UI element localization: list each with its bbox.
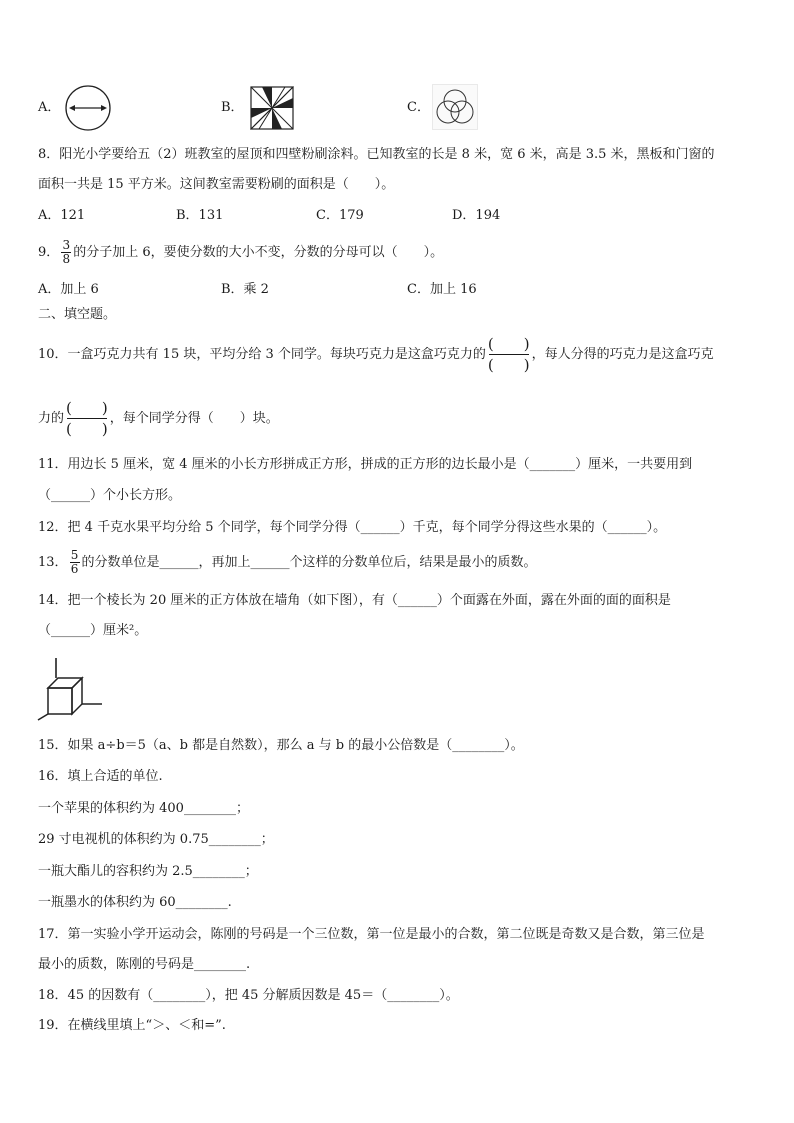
question-17-line-2: 最小的质数，陈刚的号码是________. <box>38 957 251 972</box>
blank-fraction-top: ( ) <box>487 335 530 353</box>
cube-in-corner-figure <box>36 656 106 722</box>
question-10-line-2 <box>38 396 279 442</box>
question-17-line-1: 17．第一实验小学开运动会，陈刚的号码是一个三位数，第一位是最小的合数，第二位既是奇数又是合数，第三位是 <box>38 927 705 942</box>
triquetra-figure <box>432 84 478 130</box>
q8-option-a: A．121 <box>38 208 86 223</box>
blank-fraction-2 <box>66 398 108 439</box>
fraction-denominator: 6 <box>70 562 79 576</box>
question-13-number: 13． <box>38 555 68 570</box>
question-13 <box>38 546 537 580</box>
question-10-text-3: 力的 <box>38 411 65 426</box>
fraction-denominator: 8 <box>62 252 71 266</box>
q8-option-c: C．179 <box>316 208 364 223</box>
question-19: 19．在横线里填上“＞、＜和=”. <box>38 1018 226 1033</box>
option-a-label: A． <box>38 100 61 115</box>
q9-option-b: B．乘 2 <box>221 282 269 297</box>
question-8-line-1: 8．阳光小学要给五（2）班教室的屋顶和四壁粉刷涂料。已知教室的长是 8 米，宽 6 米，高是 3.5 米，黑板和门窗的 <box>38 147 715 162</box>
option-b-label: B． <box>221 100 244 115</box>
question-16-item: 29 寸电视机的体积约为 0.75________； <box>38 832 274 847</box>
fraction-5-6 <box>70 549 80 576</box>
q9-option-a: A．加上 6 <box>38 282 99 297</box>
question-16-title: 16．填上合适的单位. <box>38 769 163 784</box>
question-15: 15．如果 a÷b＝5（a、b 都是自然数），那么 a 与 b 的最小公倍数是（________）。 <box>38 738 524 753</box>
question-14-line-2: （______）厘米²。 <box>38 623 148 638</box>
blank-fraction-bottom: ( ) <box>487 356 530 374</box>
question-9 <box>38 236 443 270</box>
question-14-line-1: 14．把一个棱长为 20 厘米的正方体放在墙角（如下图），有（______）个面露在外面，露在外面的面的面积是 <box>38 593 671 608</box>
question-16-item: 一个苹果的体积约为 400________； <box>38 801 249 816</box>
question-16-item: 一瓶大酯儿的容积约为 2.5________； <box>38 864 258 879</box>
question-10-text-1: 10．一盒巧克力共有 15 块，平均分给 3 个同学。每块巧克力是这盒巧克力的 <box>38 347 486 362</box>
question-10-text-2: ，每人分得的巧克力是这盒巧克 <box>531 347 714 362</box>
question-16-item: 一瓶墨水的体积约为 60________. <box>38 895 232 910</box>
pinwheel-figure <box>250 86 294 130</box>
blank-fraction-1 <box>488 334 530 375</box>
option-c-label: C． <box>407 100 430 115</box>
question-9-text: 的分子加上 6，要使分数的大小不变，分数的分母可以（ ）。 <box>73 245 444 260</box>
q8-option-b: B．131 <box>176 208 224 223</box>
question-12: 12．把 4 千克水果平均分给 5 个同学，每个同学分得（______）千克，每个同学分得这些水果的（______）。 <box>38 520 667 535</box>
question-13-text: 的分数单位是______，再加上______个这样的分数单位后，结果是最小的质数。 <box>81 555 537 570</box>
q8-option-d: D．194 <box>452 208 501 223</box>
fraction-numerator: 3 <box>62 238 71 252</box>
question-10-text-4: ，每个同学分得（ ）块。 <box>109 411 279 426</box>
question-8-line-2: 面积一共是 15 平方米。这间教室需要粉刷的面积是（ ）。 <box>38 177 395 192</box>
circle-double-arrow-figure <box>64 84 112 132</box>
blank-fraction-top: ( ) <box>66 399 108 417</box>
question-10-line-1 <box>38 332 714 378</box>
question-18: 18．45 的因数有（________），把 45 分解质因数是 45＝（________）。 <box>38 988 459 1003</box>
q9-option-c: C．加上 16 <box>407 282 477 297</box>
fraction-3-8 <box>61 239 71 266</box>
question-9-number: 9． <box>38 245 60 260</box>
blank-fraction-bottom: ( ) <box>66 420 108 438</box>
question-11-line-1: 11．用边长 5 厘米，宽 4 厘米的小长方形拼成正方形，拼成的正方形的边长最小是（_______）厘米，一共要用到 <box>38 457 693 472</box>
section-heading-fill-blank: 二、填空题。 <box>38 307 117 322</box>
fraction-numerator: 5 <box>70 548 79 562</box>
question-11-line-2: （______）个小长方形。 <box>38 488 182 503</box>
